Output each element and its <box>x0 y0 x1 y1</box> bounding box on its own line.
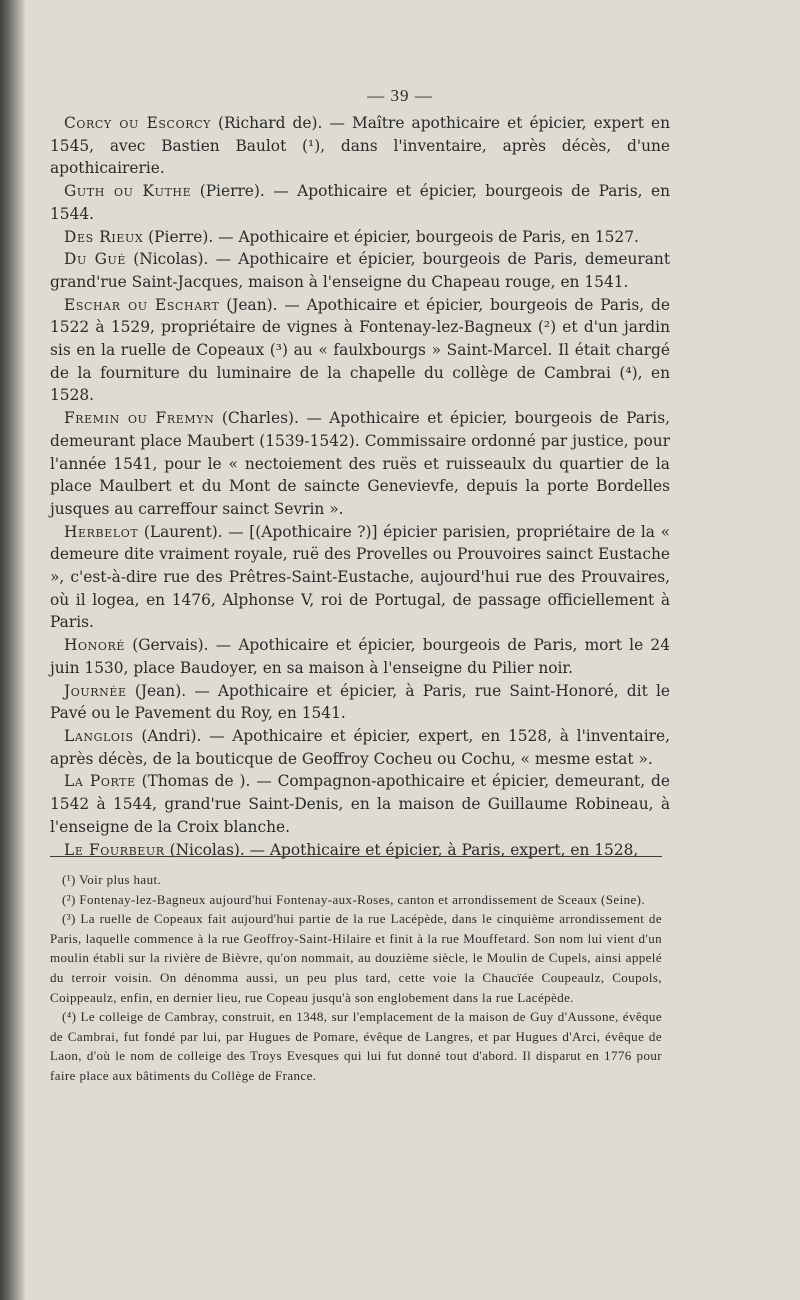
entry-text: (Pierre). — Apothicaire et épicier, bourgeois de Paris, en 1544. <box>50 182 670 223</box>
footnotes <box>50 870 662 1086</box>
page-number: — 39 — <box>367 86 433 105</box>
main-text <box>50 112 670 861</box>
entry-text: (Thomas de ). — Compagnon-apothicaire et épicier, demeurant, de 1542 à 1544, grand'rue Saint-Denis, en la maison de Guillaume Robineau, à l'enseigne de la Croix blanche. <box>50 772 670 836</box>
entry-text: (Nicolas). — Apothicaire et épicier, bourgeois de Paris, demeurant grand'rue Saint-Jacques, maison à l'enseigne du Chapeau rouge, en 1541. <box>50 250 671 291</box>
entry <box>50 680 670 725</box>
entry-name: Fremin ou Fremyn <box>64 409 215 428</box>
entry-name: La Porte <box>64 772 136 791</box>
entry <box>50 725 670 770</box>
entry <box>50 226 670 249</box>
entry <box>50 770 670 838</box>
entry-text: (Jean). — Apothicaire et épicier, bourgeois de Paris, de 1522 à 1529, propriétaire de vignes à Fontenay-lez-Bagneux (²) et d'un jardin sis en la ruelle de Copeaux (³) au « faulxbourgs » Saint-Marcel. Il était chargé de la fourniture du luminaire de la chapelle du collège de Cambrai (⁴), en 1528. <box>50 295 670 405</box>
entry-name: Corcy ou Escorcy <box>64 114 211 132</box>
entry-name: Langlois <box>64 726 134 745</box>
entry-name: Guth ou Kuthe <box>64 182 192 201</box>
entry-name: Eschar ou Eschart <box>64 295 220 314</box>
book-spine-shadow <box>0 0 26 1300</box>
entry-name: Herbelot <box>64 522 139 541</box>
entry-text: (Pierre). — Apothicaire et épicier, bourgeois de Paris, en 1527. <box>143 227 639 246</box>
entry-name: Des Rieux <box>64 227 144 246</box>
footnote-divider <box>50 856 662 857</box>
entry <box>50 839 670 862</box>
entry-text: (Nicolas). — Apothicaire et épicier, à Paris, expert, en 1528, <box>164 840 639 859</box>
entry-name: Honoré <box>64 636 125 655</box>
entry-text: (Andri). — Apothicaire et épicier, expert, en 1528, à l'inventaire, après décès, de la bouticque de Geoffroy Cocheu ou Cochu, « mesme estat ». <box>50 726 670 768</box>
entry-name: Le Fourbeur <box>64 840 165 859</box>
entry-text: (Laurent). — [(Apothicaire ?)] épicier parisien, propriétaire de la « demeure dite vraiment royale, ruë des Provelles ou Prouvoires sainct Eustache », c'est-à-dire rue des Prêtres-Saint-Eustache, aujourd'hui rue des Prouvaires, où il logea, en 1476, Alphonse V, roi de Portugal, de passage officiellement à Paris. <box>50 522 670 632</box>
entry <box>50 180 670 225</box>
entry-text: (Richard de). — Maître apothicaire et épicier, expert en 1545, avec Bastien Baulot (¹), dans l'inventaire, après décès, d'une apothicairerie. <box>50 114 671 178</box>
entry <box>50 294 670 408</box>
footnote: (²) Fontenay-lez-Bagneux aujourd'hui Fontenay-aux-Roses, canton et arrondissement de Sceaux (Seine). <box>62 891 646 907</box>
entry <box>50 248 670 293</box>
entry <box>50 634 670 679</box>
footnote: (¹) Voir plus haut. <box>62 872 162 887</box>
entry-name: Du Gué <box>64 250 127 269</box>
entry-text: (Charles). — Apothicaire et épicier, bourgeois de Paris, demeurant place Maubert (1539-1542). Commissaire ordonné par justice, pour l'année 1541, pour le « nectoiement des ruës et ruisseaulx du quartier de la place Maulbert et du Mont de saincte Genevievfe, depuis la porte Bordelles jusques au carreffour sainct Sevrin ». <box>50 409 670 518</box>
footnote: (³) La ruelle de Copeaux fait aujourd'hui partie de la rue Lacépède, dans le cinquième arrondissement de Paris, laquelle commence à la rue Geoffroy-Saint-Hilaire et finit à la rue Mouffetard. Son nom lui vient d'un moulin établi sur la rivière de Bièvre, qu'on nommait, au douzième siècle, le Moulin de Cupels, ainsi appelé du terroir voisin. On dénomma aussi, un peu plus tard, cette voie la Chaucïée Coupeaulz, Coupols, Coippeaulz, enfin, en dernier lieu, rue Copeau jusqu'à son englobement dans la rue Lacépède. <box>50 911 662 1005</box>
entry <box>50 407 670 521</box>
entry <box>50 112 670 180</box>
entry-text: (Gervais). — Apothicaire et épicier, bourgeois de Paris, mort le 24 juin 1530, place Baudoyer, en sa maison à l'enseigne du Pilier noir. <box>50 636 670 677</box>
footnote: (⁴) Le colleige de Cambray, construit, en 1348, sur l'emplacement de la maison de Guy d'Aussone, évêque de Cambrai, fut fondé par lui, par Hugues de Pomare, évêque de Langres, et par Hugues d'Arci, évêque de Laon, d'où le nom de colleige des Troys Evesques qui lui fut donné tout d'abord. Il disparut en 1776 pour faire place aux bâtiments du Collège de France. <box>50 1009 662 1083</box>
entry-text: (Jean). — Apothicaire et épicier, à Paris, rue Saint-Honoré, dit le Pavé ou le Pavement du Roy, en 1541. <box>50 681 670 723</box>
entry-name: Journée <box>64 681 127 700</box>
entry <box>50 521 670 635</box>
